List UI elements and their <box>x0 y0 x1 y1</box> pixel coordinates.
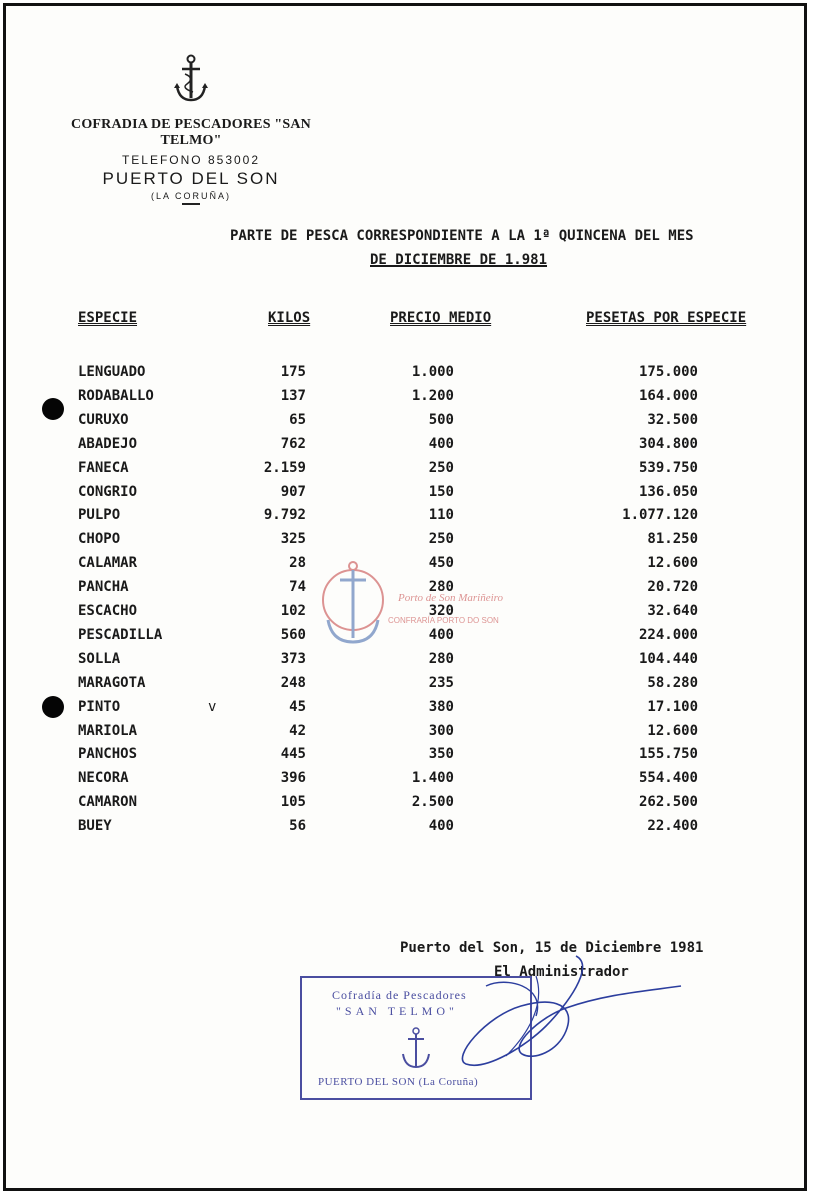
pesetas-cell: 539.750 <box>638 459 698 476</box>
pesetas-cell: 58.280 <box>647 674 698 691</box>
report-title-line2: DE DICIEMBRE DE 1.981 <box>370 252 548 268</box>
pesetas-cell: 262.500 <box>638 794 698 811</box>
species-cell: PULPO <box>78 507 121 524</box>
kilos-cell: 9.792 <box>263 507 306 524</box>
organization-name: COFRADIA DE PESCADORES "SAN TELMO" <box>71 117 311 148</box>
kilos-cell: 396 <box>280 770 306 787</box>
table-row <box>6 531 806 555</box>
table-row <box>6 675 806 699</box>
table-row <box>6 507 806 531</box>
species-cell: FANECA <box>78 459 129 476</box>
species-cell: ABADEJO <box>78 435 138 452</box>
pesetas-cell: 164.000 <box>638 387 698 404</box>
report-title-line1: PARTE DE PESCA CORRESPONDIENTE A LA 1ª QUINCENA DEL MES <box>230 228 694 244</box>
table-row <box>6 699 806 723</box>
kilos-cell: 175 <box>280 364 306 380</box>
kilos-cell: 102 <box>280 603 306 619</box>
price-cell: 500 <box>428 411 454 428</box>
stamp-line3: PUERTO DEL SON (La Coruña) <box>318 1076 479 1088</box>
price-cell: 320 <box>428 603 454 619</box>
kilos-cell: 2.159 <box>263 459 306 476</box>
species-cell: BUEY <box>78 818 112 835</box>
header-kilos: KILOS <box>268 310 311 326</box>
species-cell: PESCADILLA <box>78 626 163 643</box>
kilos-cell: 65 <box>289 411 306 428</box>
watermark-title: Porto de Son Mariñeiro <box>398 592 503 604</box>
administrator-signature <box>426 946 686 1086</box>
letterhead-rule <box>182 203 200 205</box>
price-cell: 1.400 <box>411 770 454 787</box>
price-cell: 400 <box>428 818 454 835</box>
signer-role: El Administrador <box>494 964 629 980</box>
pesetas-cell: 22.400 <box>647 818 698 835</box>
species-cell: PANCHA <box>78 579 129 596</box>
header-species: ESPECIE <box>78 310 138 326</box>
kilos-cell: 762 <box>280 435 306 452</box>
kilos-cell: 28 <box>289 555 306 572</box>
header-price: PRECIO MEDIO <box>390 310 492 326</box>
organization-city: PUERTO DEL SON <box>102 169 280 188</box>
check-mark: v <box>208 698 217 715</box>
organization-phone: TELEFONO 853002 <box>121 153 261 167</box>
species-cell: CAMARON <box>78 794 138 811</box>
species-cell: MARIOLA <box>78 722 138 739</box>
pesetas-cell: 12.600 <box>647 555 698 572</box>
kilos-cell: 445 <box>280 746 306 763</box>
pesetas-cell: 224.000 <box>638 626 698 643</box>
pesetas-cell: 554.400 <box>638 770 698 787</box>
pesetas-cell: 155.750 <box>638 746 698 763</box>
pesetas-cell: 104.440 <box>638 650 698 667</box>
kilos-cell: 560 <box>280 626 306 643</box>
kilos-cell: 907 <box>280 483 306 500</box>
price-cell: 280 <box>428 650 454 667</box>
table-row <box>6 364 806 388</box>
species-cell: CURUXO <box>78 411 129 428</box>
species-cell: CALAMAR <box>78 555 138 572</box>
table-row <box>6 723 806 747</box>
pesetas-cell: 175.000 <box>638 364 698 380</box>
place-date: Puerto del Son, 15 de Diciembre 1981 <box>400 940 704 956</box>
price-cell: 1.200 <box>411 387 454 404</box>
species-cell: LENGUADO <box>78 364 146 380</box>
table-row <box>6 651 806 675</box>
pesetas-cell: 304.800 <box>638 435 698 452</box>
document-page <box>3 3 807 1191</box>
price-cell: 235 <box>428 674 454 691</box>
kilos-cell: 74 <box>289 579 306 596</box>
watermark <box>318 560 518 650</box>
table-row <box>6 746 806 770</box>
pesetas-cell: 32.500 <box>647 411 698 428</box>
stamp-line2: "SAN TELMO" <box>336 1004 458 1018</box>
anchor-icon <box>318 560 388 650</box>
kilos-cell: 56 <box>289 818 306 835</box>
header-pesetas: PESETAS POR ESPECIE <box>586 310 747 326</box>
table-row <box>6 770 806 794</box>
pesetas-cell: 136.050 <box>638 483 698 500</box>
price-cell: 1.000 <box>411 364 454 380</box>
species-cell: ESCACHO <box>78 603 138 619</box>
stamp-line1: Cofradía de Pescadores <box>332 988 467 1002</box>
kilos-cell: 42 <box>289 722 306 739</box>
price-cell: 2.500 <box>411 794 454 811</box>
price-cell: 150 <box>428 483 454 500</box>
kilos-cell: 325 <box>280 531 306 548</box>
pesetas-cell: 20.720 <box>647 579 698 596</box>
price-cell: 250 <box>428 531 454 548</box>
kilos-cell: 45 <box>289 698 306 715</box>
species-cell: NECORA <box>78 770 129 787</box>
pesetas-cell: 32.640 <box>647 603 698 619</box>
kilos-cell: 137 <box>280 387 306 404</box>
pesetas-cell: 17.100 <box>647 698 698 715</box>
price-cell: 280 <box>428 579 454 596</box>
species-cell: CONGRIO <box>78 483 138 500</box>
species-cell: RODABALLO <box>78 387 154 404</box>
price-cell: 110 <box>428 507 454 524</box>
watermark-subtitle: CONFRARÍA PORTO DO SON <box>388 616 499 625</box>
pesetas-cell: 1.077.120 <box>622 507 698 524</box>
table-row <box>6 484 806 508</box>
price-cell: 450 <box>428 555 454 572</box>
species-cell: PANCHOS <box>78 746 138 763</box>
table-row <box>6 412 806 436</box>
species-cell: SOLLA <box>78 650 121 667</box>
table-row <box>6 436 806 460</box>
species-cell: CHOPO <box>78 531 121 548</box>
table-row <box>6 388 806 412</box>
kilos-cell: 248 <box>280 674 306 691</box>
price-cell: 300 <box>428 722 454 739</box>
organization-region: (LA CORUÑA) <box>150 191 231 201</box>
table-row <box>6 818 806 842</box>
pesetas-cell: 12.600 <box>647 722 698 739</box>
table-row <box>6 460 806 484</box>
price-cell: 400 <box>428 626 454 643</box>
kilos-cell: 105 <box>280 794 306 811</box>
price-cell: 350 <box>428 746 454 763</box>
price-cell: 250 <box>428 459 454 476</box>
price-cell: 400 <box>428 435 454 452</box>
table-row <box>6 794 806 818</box>
species-cell: MARAGOTA <box>78 674 146 691</box>
anchor-icon <box>173 54 209 106</box>
species-cell: PINTO <box>78 698 121 715</box>
pesetas-cell: 81.250 <box>647 531 698 548</box>
kilos-cell: 373 <box>280 650 306 667</box>
price-cell: 380 <box>428 698 454 715</box>
letterhead <box>46 54 336 205</box>
